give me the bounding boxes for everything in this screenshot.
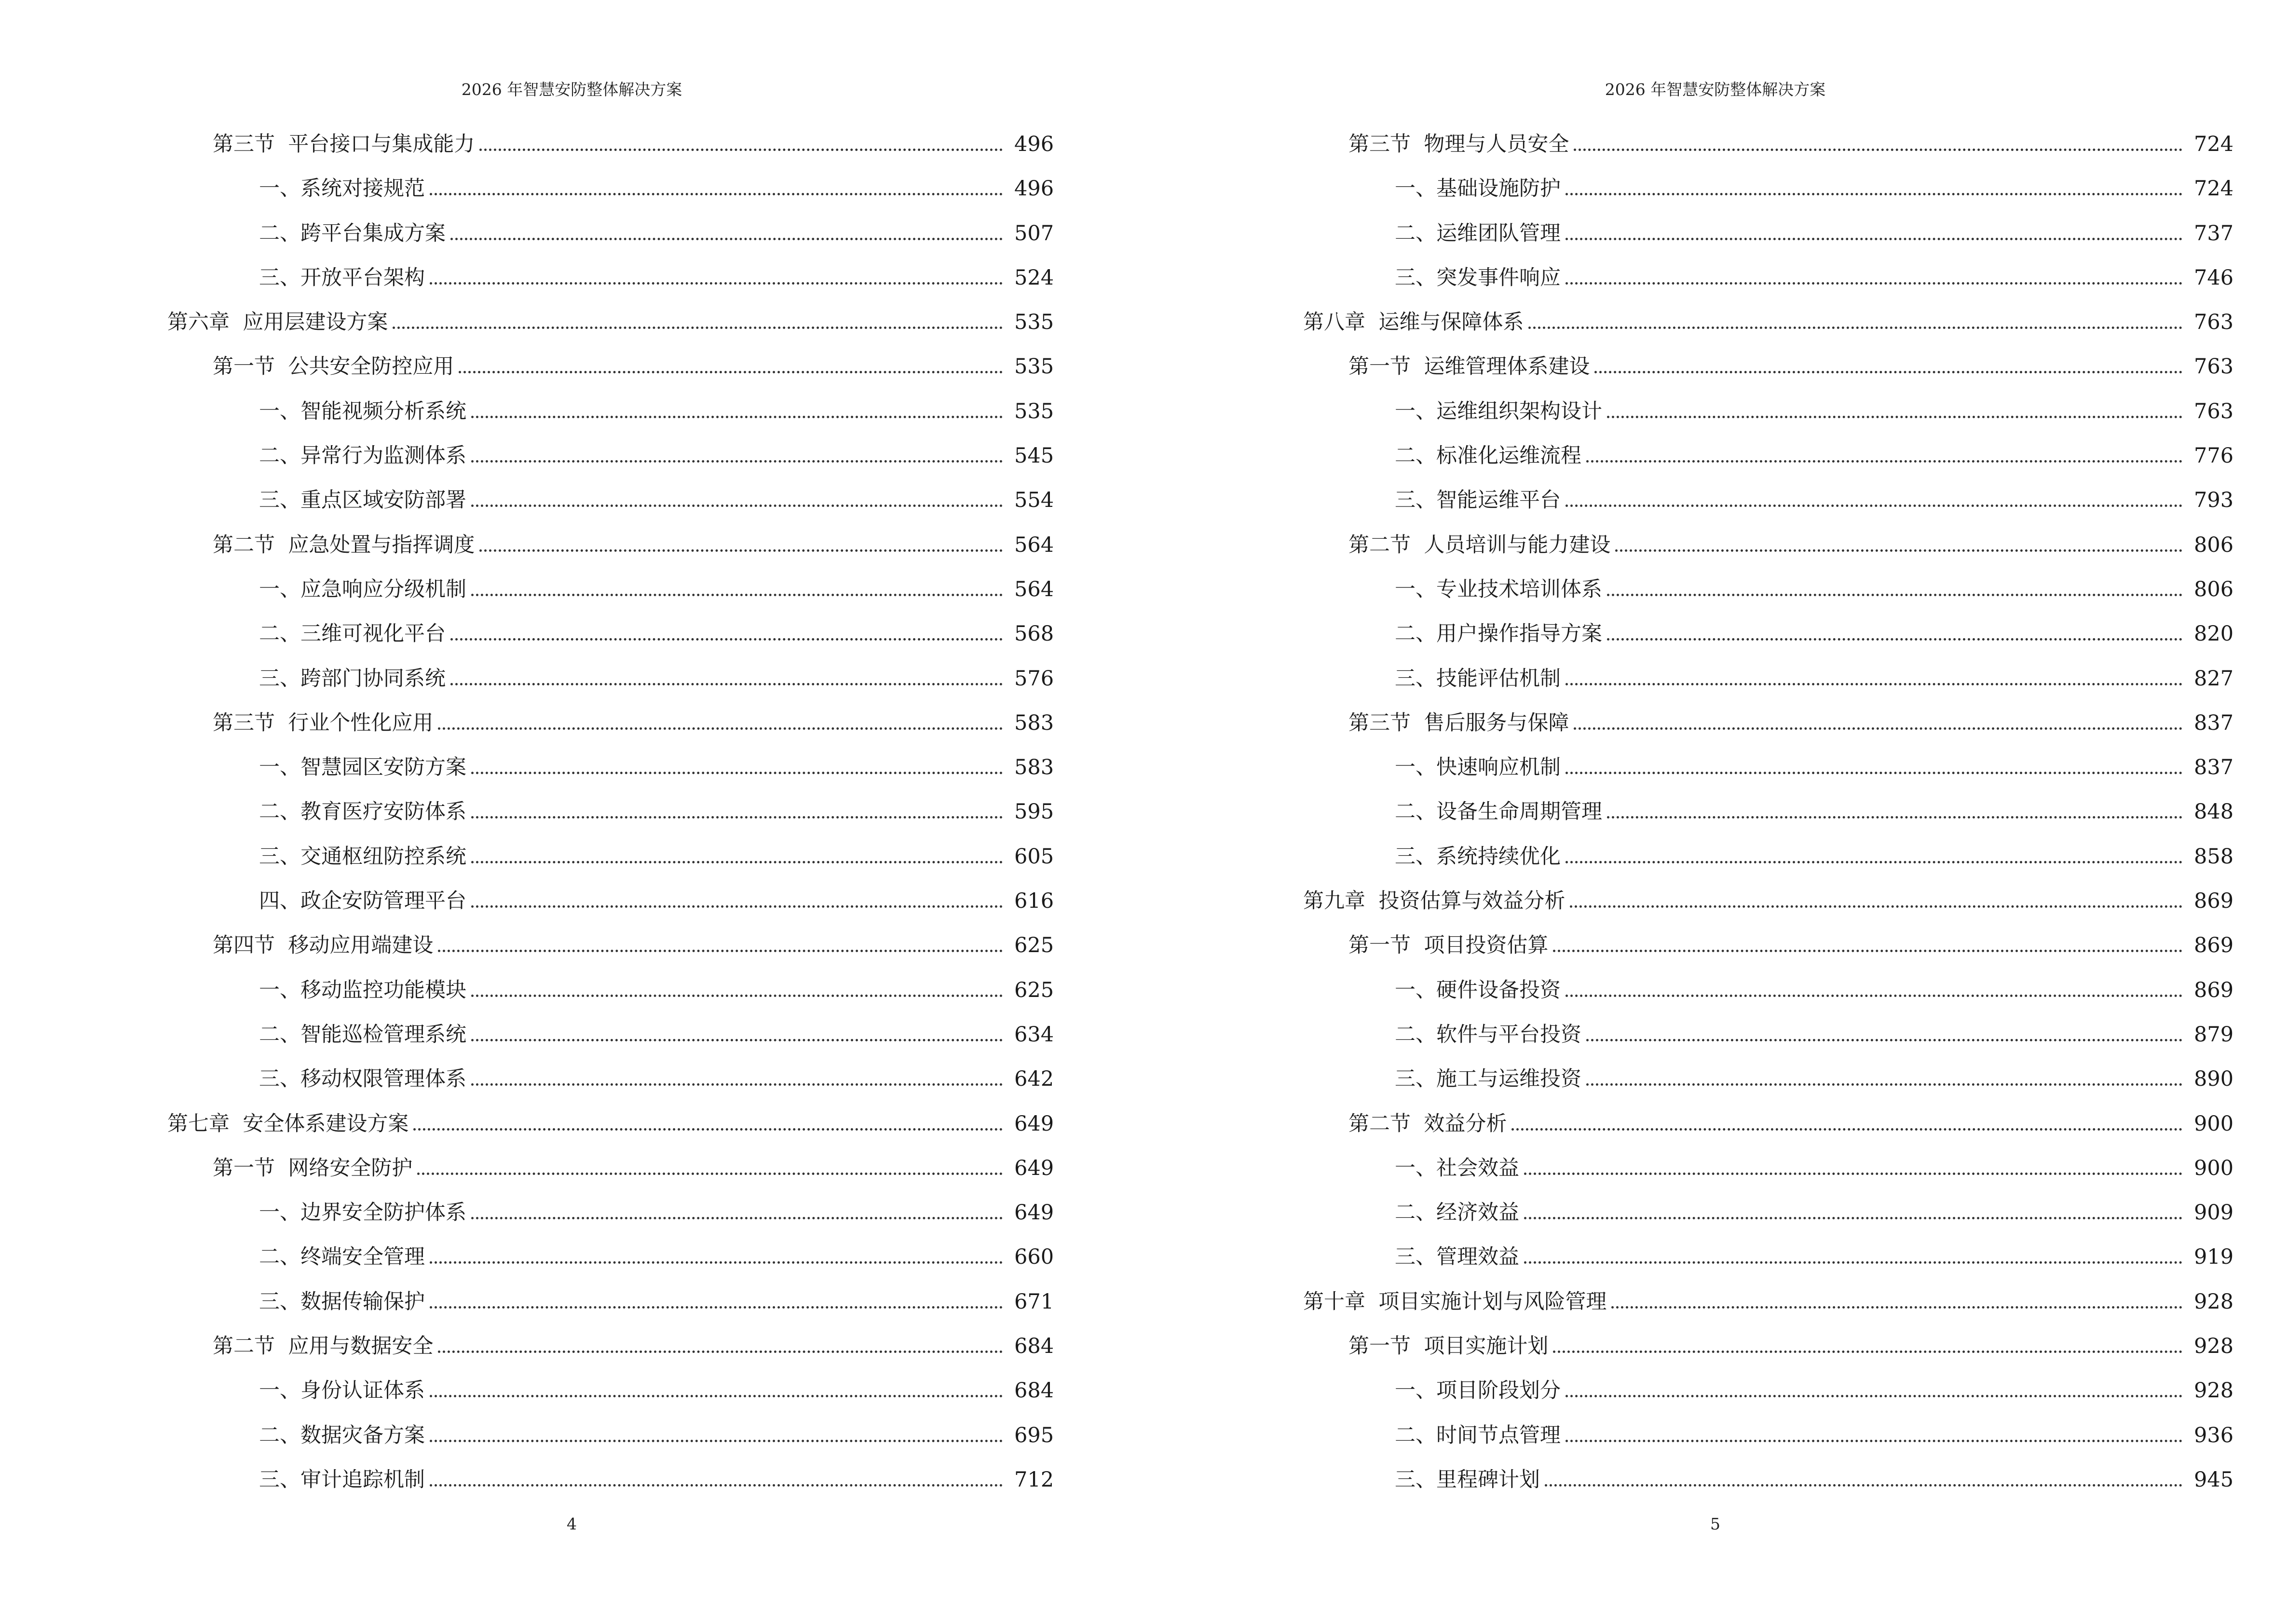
- toc-entry-title: 一、快速响应机制: [1395, 755, 1561, 780]
- toc-subsection-entry[interactable]: [167, 265, 1054, 312]
- toc-entry-title: 第九章 投资估算与效益分析: [1303, 889, 1566, 914]
- dot-leader: [430, 1380, 1003, 1397]
- toc-entry-title: 一、边界安全防护体系: [259, 1201, 466, 1225]
- toc-entry-page-number: 869: [2194, 933, 2234, 958]
- dot-leader: [1553, 1336, 2182, 1353]
- toc-entry-page-number: 890: [2194, 1067, 2234, 1092]
- toc-subsection-entry[interactable]: [167, 1467, 1054, 1514]
- toc-subsection-entry[interactable]: [167, 177, 1054, 223]
- toc-entry-title: 第六章 应用层建设方案: [167, 310, 388, 335]
- toc-entry-page-number: 900: [2194, 1156, 2234, 1180]
- dot-leader: [471, 846, 1003, 863]
- toc-subsection-entry[interactable]: [1303, 265, 2234, 312]
- toc-entry-title: 一、基础设施防护: [1395, 177, 1561, 201]
- dot-leader: [1566, 669, 2182, 685]
- toc-entry-page-number: 634: [1014, 1022, 1054, 1047]
- toc-subsection-entry[interactable]: [167, 221, 1054, 268]
- toc-entry-page-number: 820: [2194, 622, 2234, 646]
- toc-entry-title: 三、交通枢纽防控系统: [259, 844, 466, 869]
- toc-entry-title: 第十章 项目实施计划与风险管理: [1303, 1289, 1607, 1314]
- toc-entry-title: 一、专业技术培训体系: [1395, 577, 1602, 601]
- dot-leader: [1566, 846, 2182, 863]
- dot-leader: [479, 535, 1003, 552]
- toc-entry-title: 一、移动监控功能模块: [259, 978, 466, 1002]
- toc-entry-page-number: 763: [2194, 399, 2234, 423]
- dot-leader: [471, 1202, 1003, 1219]
- toc-entry-page-number: 737: [2194, 221, 2234, 246]
- dot-leader: [450, 624, 1003, 641]
- dot-leader: [1607, 624, 2182, 641]
- toc-entry-page-number: 524: [1014, 265, 1054, 290]
- dot-leader: [471, 1069, 1003, 1086]
- dot-leader: [1524, 1202, 2182, 1219]
- toc-subsection-entry[interactable]: [1303, 1201, 2234, 1247]
- dot-leader: [1566, 178, 2182, 195]
- toc-entry-title: 第一节 项目投资估算: [1348, 933, 1549, 958]
- toc-entry-title: 一、社会效益: [1395, 1156, 1519, 1180]
- dot-leader: [1545, 1470, 2182, 1487]
- toc-entry-page-number: 535: [1014, 310, 1054, 335]
- toc-subsection-entry[interactable]: [1303, 978, 2234, 1024]
- toc-entry-page-number: 616: [1014, 889, 1054, 914]
- toc-entry-title: 二、异常行为监测体系: [259, 444, 466, 468]
- toc-chapter-entry[interactable]: [1303, 889, 2234, 935]
- dot-leader: [450, 223, 1003, 240]
- toc-page-right: [1144, 0, 2287, 1624]
- dot-leader: [1528, 312, 2182, 329]
- toc-subsection-entry[interactable]: [1303, 800, 2234, 846]
- toc-entry-page-number: 535: [1014, 355, 1054, 379]
- dot-leader: [430, 178, 1003, 195]
- dot-leader: [438, 935, 1003, 952]
- toc-entry-page-number: 858: [2194, 844, 2234, 869]
- toc-entry-page-number: 535: [1014, 399, 1054, 423]
- toc-subsection-entry[interactable]: [1303, 755, 2234, 802]
- toc-entry-title: 三、管理效益: [1395, 1245, 1519, 1269]
- toc-entry-title: 第七章 安全体系建设方案: [167, 1111, 409, 1136]
- dot-leader: [471, 757, 1003, 774]
- toc-subsection-entry[interactable]: [1303, 488, 2234, 534]
- dot-leader: [471, 980, 1003, 997]
- toc-subsection-entry[interactable]: [1303, 1467, 2234, 1514]
- toc-entry-page-number: 576: [1014, 666, 1054, 691]
- dot-leader: [1566, 980, 2182, 997]
- toc-entry-page-number: 625: [1014, 978, 1054, 1002]
- toc-subsection-entry[interactable]: [167, 666, 1054, 713]
- toc-entry-title: 一、系统对接规范: [259, 177, 425, 201]
- toc-entry-page-number: 649: [1014, 1111, 1054, 1136]
- dot-leader: [471, 401, 1003, 418]
- toc-subsection-entry[interactable]: [1303, 666, 2234, 713]
- dot-leader: [430, 1470, 1003, 1487]
- dot-leader: [1524, 1247, 2182, 1264]
- toc-chapter-entry[interactable]: [167, 1111, 1054, 1158]
- toc-section-entry[interactable]: [1303, 532, 2234, 579]
- toc-entry-page-number: 724: [2194, 177, 2234, 201]
- toc-subsection-entry[interactable]: [167, 978, 1054, 1024]
- toc-entry-title: 一、硬件设备投资: [1395, 978, 1561, 1002]
- toc-section-entry[interactable]: [167, 710, 1054, 757]
- dot-leader: [1607, 401, 2182, 418]
- toc-entry-title: 一、应急响应分级机制: [259, 577, 466, 601]
- toc-entry-page-number: 684: [1014, 1334, 1054, 1359]
- toc-entry-page-number: 583: [1014, 710, 1054, 735]
- toc-entry-title: 二、软件与平台投资: [1395, 1022, 1581, 1047]
- toc-subsection-entry[interactable]: [1303, 1022, 2234, 1069]
- toc-subsection-entry[interactable]: [167, 1067, 1054, 1113]
- toc-entry-title: 第一节 运维管理体系建设: [1348, 355, 1590, 379]
- toc-subsection-entry[interactable]: [167, 622, 1054, 668]
- toc-entry-page-number: 793: [2194, 488, 2234, 513]
- toc-subsection-entry[interactable]: [167, 577, 1054, 624]
- toc-entry-page-number: 724: [2194, 132, 2234, 156]
- toc-entry-title: 第二节 效益分析: [1348, 1111, 1507, 1136]
- toc-list: [167, 132, 1054, 1514]
- toc-entry-title: 第八章 运维与保障体系: [1303, 310, 1524, 335]
- toc-entry-page-number: 900: [2194, 1111, 2234, 1136]
- toc-subsection-entry[interactable]: [167, 1201, 1054, 1247]
- toc-subsection-entry[interactable]: [1303, 1156, 2234, 1202]
- dot-leader: [438, 713, 1003, 730]
- dot-leader: [471, 490, 1003, 507]
- toc-entry-page-number: 695: [1014, 1423, 1054, 1447]
- dot-leader: [438, 1336, 1003, 1353]
- toc-section-entry[interactable]: [1303, 1334, 2234, 1380]
- toc-entry-title: 三、跨部门协同系统: [259, 666, 446, 691]
- toc-chapter-entry[interactable]: [1303, 310, 2234, 356]
- toc-list: [1303, 132, 2234, 1514]
- dot-leader: [1524, 1158, 2182, 1175]
- toc-entry-title: 第一节 网络安全防护: [213, 1156, 413, 1180]
- toc-entry-page-number: 919: [2194, 1245, 2234, 1269]
- toc-entry-page-number: 869: [2194, 889, 2234, 914]
- toc-entry-title: 三、技能评估机制: [1395, 666, 1561, 691]
- toc-subsection-entry[interactable]: [1303, 399, 2234, 446]
- toc-entry-page-number: 554: [1014, 488, 1054, 513]
- toc-entry-page-number: 909: [2194, 1201, 2234, 1225]
- toc-section-entry[interactable]: [167, 1334, 1054, 1380]
- dot-leader: [1574, 713, 2182, 730]
- dot-leader: [1594, 356, 2182, 373]
- toc-subsection-entry[interactable]: [1303, 1423, 2234, 1470]
- toc-entry-page-number: 649: [1014, 1201, 1054, 1225]
- dot-leader: [471, 891, 1003, 908]
- toc-entry-page-number: 595: [1014, 800, 1054, 824]
- toc-entry-title: 二、跨平台集成方案: [259, 221, 446, 246]
- dot-leader: [1586, 1024, 2182, 1041]
- toc-entry-page-number: 564: [1014, 577, 1054, 601]
- toc-entry-page-number: 928: [2194, 1289, 2234, 1314]
- toc-entry-title: 三、数据传输保护: [259, 1289, 425, 1314]
- dot-leader: [430, 1425, 1003, 1442]
- toc-section-entry[interactable]: [167, 532, 1054, 579]
- toc-entry-page-number: 568: [1014, 622, 1054, 646]
- dot-leader: [430, 1247, 1003, 1264]
- running-header: 2026 年智慧安防整体解决方案: [1605, 80, 1826, 99]
- toc-entry-title: 第二节 应用与数据安全: [213, 1334, 434, 1359]
- toc-section-entry[interactable]: [1303, 933, 2234, 980]
- toc-entry-title: 三、审计追踪机制: [259, 1467, 425, 1492]
- dot-leader: [1574, 134, 2182, 151]
- toc-entry-title: 第三节 售后服务与保障: [1348, 710, 1569, 735]
- dot-leader: [1566, 1425, 2182, 1442]
- toc-entry-page-number: 837: [2194, 755, 2234, 780]
- toc-entry-page-number: 642: [1014, 1067, 1054, 1092]
- toc-entry-page-number: 684: [1014, 1378, 1054, 1403]
- toc-entry-title: 二、运维团队管理: [1395, 221, 1561, 246]
- toc-entry-title: 二、数据灾备方案: [259, 1423, 425, 1447]
- toc-subsection-entry[interactable]: [167, 889, 1054, 935]
- dot-leader: [413, 1114, 1003, 1131]
- toc-subsection-entry[interactable]: [1303, 221, 2234, 268]
- toc-entry-page-number: 869: [2194, 978, 2234, 1002]
- toc-entry-title: 三、开放平台架构: [259, 265, 425, 290]
- toc-subsection-entry[interactable]: [1303, 577, 2234, 624]
- dot-leader: [450, 669, 1003, 685]
- toc-section-entry[interactable]: [167, 132, 1054, 178]
- toc-entry-page-number: 837: [2194, 710, 2234, 735]
- toc-chapter-entry[interactable]: [167, 310, 1054, 356]
- toc-subsection-entry[interactable]: [167, 1022, 1054, 1069]
- toc-entry-page-number: 763: [2194, 355, 2234, 379]
- toc-entry-page-number: 848: [2194, 800, 2234, 824]
- toc-entry-page-number: 806: [2194, 577, 2234, 601]
- page-number: 4: [567, 1515, 577, 1533]
- dot-leader: [1607, 579, 2182, 596]
- toc-entry-title: 二、标准化运维流程: [1395, 444, 1581, 468]
- toc-section-entry[interactable]: [1303, 355, 2234, 401]
- toc-subsection-entry[interactable]: [1303, 444, 2234, 490]
- toc-entry-page-number: 625: [1014, 933, 1054, 958]
- toc-entry-page-number: 496: [1014, 132, 1054, 156]
- dot-leader: [471, 579, 1003, 596]
- toc-entry-page-number: 746: [2194, 265, 2234, 290]
- toc-entry-page-number: 564: [1014, 532, 1054, 557]
- toc-subsection-entry[interactable]: [167, 1378, 1054, 1425]
- dot-leader: [1511, 1114, 2182, 1131]
- toc-entry-title: 四、政企安防管理平台: [259, 889, 466, 914]
- toc-entry-title: 第一节 项目实施计划: [1348, 1334, 1549, 1359]
- toc-entry-page-number: 936: [2194, 1423, 2234, 1447]
- toc-entry-page-number: 507: [1014, 221, 1054, 246]
- toc-entry-title: 第三节 平台接口与集成能力: [213, 132, 475, 156]
- toc-section-entry[interactable]: [1303, 132, 2234, 178]
- toc-section-entry[interactable]: [167, 1156, 1054, 1202]
- toc-entry-title: 第二节 应急处置与指挥调度: [213, 532, 475, 557]
- toc-entry-page-number: 671: [1014, 1289, 1054, 1314]
- toc-entry-page-number: 712: [1014, 1467, 1054, 1492]
- dot-leader: [1566, 490, 2182, 507]
- toc-subsection-entry[interactable]: [167, 755, 1054, 802]
- toc-section-entry[interactable]: [1303, 710, 2234, 757]
- toc-entry-page-number: 583: [1014, 755, 1054, 780]
- toc-entry-title: 第二节 人员培训与能力建设: [1348, 532, 1611, 557]
- dot-leader: [417, 1158, 1003, 1175]
- toc-entry-page-number: 879: [2194, 1022, 2234, 1047]
- dot-leader: [471, 802, 1003, 819]
- toc-entry-page-number: 660: [1014, 1245, 1054, 1269]
- toc-entry-title: 第三节 行业个性化应用: [213, 710, 434, 735]
- toc-chapter-entry[interactable]: [1303, 1289, 2234, 1336]
- toc-entry-title: 一、智慧园区安防方案: [259, 755, 466, 780]
- toc-subsection-entry[interactable]: [1303, 622, 2234, 668]
- toc-entry-title: 二、教育医疗安防体系: [259, 800, 466, 824]
- toc-entry-page-number: 763: [2194, 310, 2234, 335]
- toc-entry-page-number: 545: [1014, 444, 1054, 468]
- toc-entry-title: 三、里程碑计划: [1395, 1467, 1540, 1492]
- toc-entry-page-number: 776: [2194, 444, 2234, 468]
- dot-leader: [471, 1024, 1003, 1041]
- page-number: 5: [1710, 1515, 1720, 1533]
- toc-entry-title: 一、智能视频分析系统: [259, 399, 466, 423]
- toc-subsection-entry[interactable]: [167, 800, 1054, 846]
- toc-subsection-entry[interactable]: [167, 444, 1054, 490]
- toc-entry-title: 一、运维组织架构设计: [1395, 399, 1602, 423]
- toc-entry-title: 第一节 公共安全防控应用: [213, 355, 454, 379]
- toc-subsection-entry[interactable]: [1303, 177, 2234, 223]
- dot-leader: [1611, 1292, 2182, 1309]
- toc-entry-page-number: 806: [2194, 532, 2234, 557]
- toc-subsection-entry[interactable]: [1303, 1067, 2234, 1113]
- toc-entry-title: 三、智能运维平台: [1395, 488, 1561, 513]
- dot-leader: [1566, 757, 2182, 774]
- dot-leader: [1586, 1069, 2182, 1086]
- toc-entry-title: 一、项目阶段划分: [1395, 1378, 1561, 1403]
- toc-entry-title: 二、三维可视化平台: [259, 622, 446, 646]
- dot-leader: [459, 356, 1003, 373]
- dot-leader: [1566, 223, 2182, 240]
- toc-subsection-entry[interactable]: [167, 488, 1054, 534]
- toc-subsection-entry[interactable]: [167, 399, 1054, 446]
- toc-entry-title: 三、突发事件响应: [1395, 265, 1561, 290]
- toc-entry-page-number: 928: [2194, 1378, 2234, 1403]
- toc-subsection-entry[interactable]: [167, 844, 1054, 891]
- toc-subsection-entry[interactable]: [167, 1245, 1054, 1291]
- toc-entry-page-number: 649: [1014, 1156, 1054, 1180]
- toc-entry-page-number: 827: [2194, 666, 2234, 691]
- dot-leader: [1586, 446, 2182, 463]
- toc-entry-page-number: 496: [1014, 177, 1054, 201]
- toc-section-entry[interactable]: [167, 933, 1054, 980]
- toc-entry-page-number: 928: [2194, 1334, 2234, 1359]
- dot-leader: [471, 446, 1003, 463]
- dot-leader: [430, 268, 1003, 285]
- toc-subsection-entry[interactable]: [1303, 1378, 2234, 1425]
- toc-entry-page-number: 605: [1014, 844, 1054, 869]
- toc-entry-title: 一、身份认证体系: [259, 1378, 425, 1403]
- dot-leader: [1570, 891, 2182, 908]
- dot-leader: [1566, 1380, 2182, 1397]
- dot-leader: [430, 1292, 1003, 1309]
- running-header: 2026 年智慧安防整体解决方案: [461, 80, 682, 99]
- toc-entry-title: 二、经济效益: [1395, 1201, 1519, 1225]
- toc-section-entry[interactable]: [167, 355, 1054, 401]
- toc-subsection-entry[interactable]: [167, 1289, 1054, 1336]
- toc-entry-title: 二、设备生命周期管理: [1395, 800, 1602, 824]
- toc-entry-title: 三、施工与运维投资: [1395, 1067, 1581, 1092]
- toc-entry-title: 三、重点区域安防部署: [259, 488, 466, 513]
- toc-entry-title: 二、智能巡检管理系统: [259, 1022, 466, 1047]
- toc-section-entry[interactable]: [1303, 1111, 2234, 1158]
- toc-entry-title: 二、用户操作指导方案: [1395, 622, 1602, 646]
- toc-subsection-entry[interactable]: [1303, 1245, 2234, 1291]
- toc-subsection-entry[interactable]: [167, 1423, 1054, 1470]
- dot-leader: [1607, 802, 2182, 819]
- toc-entry-title: 三、系统持续优化: [1395, 844, 1561, 869]
- toc-entry-title: 第四节 移动应用端建设: [213, 933, 434, 958]
- dot-leader: [1553, 935, 2182, 952]
- dot-leader: [479, 134, 1003, 151]
- toc-entry-title: 三、移动权限管理体系: [259, 1067, 466, 1092]
- toc-entry-title: 第三节 物理与人员安全: [1348, 132, 1569, 156]
- dot-leader: [1566, 268, 2182, 285]
- toc-entry-title: 二、时间节点管理: [1395, 1423, 1561, 1447]
- dot-leader: [393, 312, 1003, 329]
- toc-subsection-entry[interactable]: [1303, 844, 2234, 891]
- dot-leader: [1615, 535, 2182, 552]
- toc-entry-title: 二、终端安全管理: [259, 1245, 425, 1269]
- toc-entry-page-number: 945: [2194, 1467, 2234, 1492]
